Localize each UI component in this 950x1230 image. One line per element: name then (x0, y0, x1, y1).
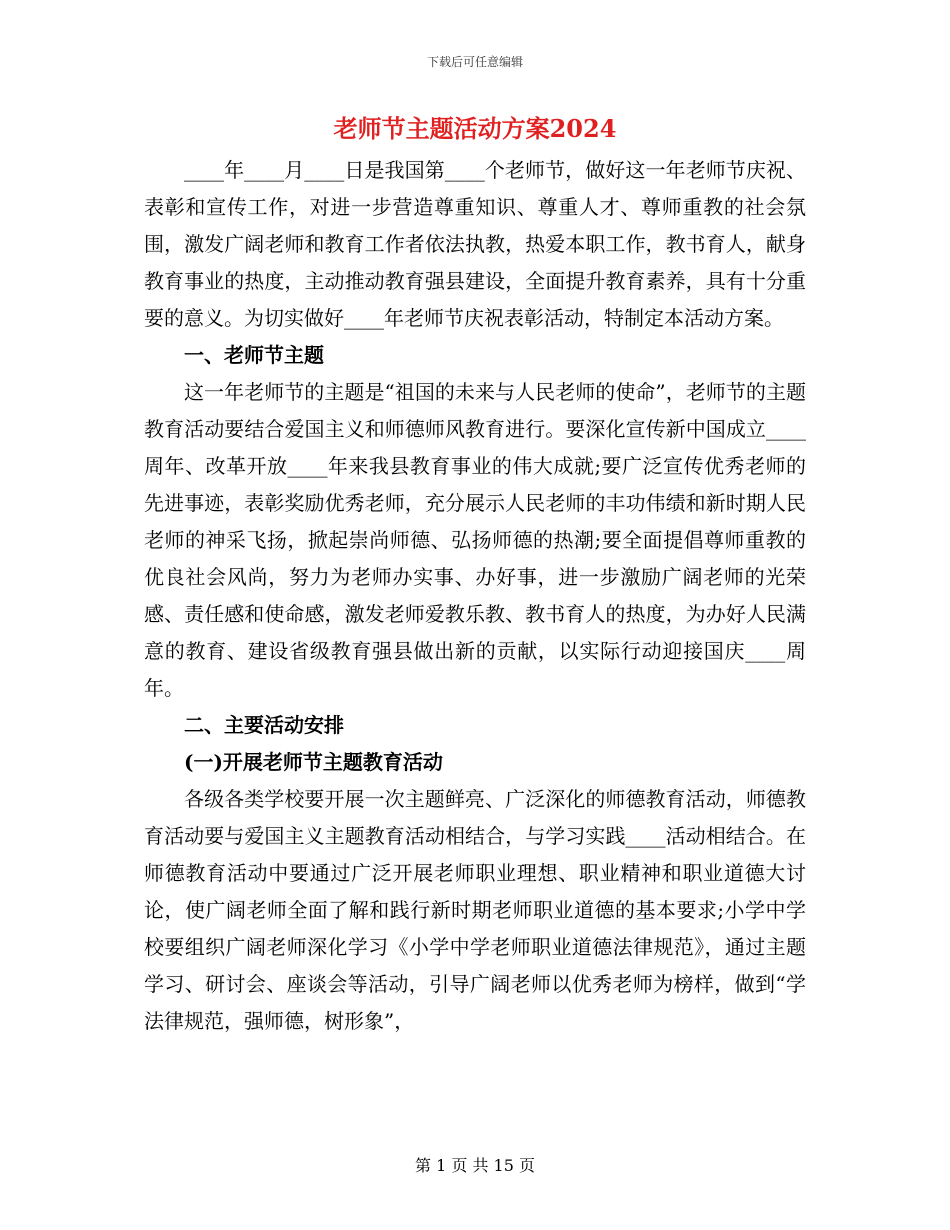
section-heading-theme: 一、老师节主题 (184, 343, 324, 367)
page-header: 下载后可任意编辑 (426, 55, 523, 69)
education-paragraph: 各级各类学校要开展一次主题鲜亮、广泛深化的师德教育活动，师德教育活动要与爱国主义主题教育活动相结合，与学习实践____活动相结合。在师德教育活动中要通过广泛开展老师职业理想、职业精神和职业道德大讨论，使广阔老师全面了解和践行新时期老师职业道德的基本要求;小学中学校要组织广阔老师深化学习《小学中学老师职业道德法律规范》，通过主题学习、研讨会、座谈会等活动，引导广阔老师以优秀老师为榜样，做到“学法律规范，强师德，树形象”， (144, 787, 806, 1033)
document-title: 老师节主题活动方案2024 (333, 114, 617, 143)
theme-paragraph: 这一年老师节的主题是“祖国的未来与人民老师的使命”，老师节的主题教育活动要结合爱国主义和师德师风教育进行。要深化宣传新中国成立____周年、改革开放____年来我县教育事业的伟大成就;要广泛宣传优秀老师的先进事迹，表彰奖励优秀老师，充分展示人民老师的丰功伟绩和新时期人民老师的神采飞扬，掀起崇尚师德、弘扬师德的热潮;要全面提倡尊师重教的优良社会风尚，努力为老师办实事、办好事，进一步激励广阔老师的光荣感、责任感和使命感，激发老师爱教乐教、教书育人的热度，为办好人民满意的教育、建设省级教育强县做出新的贡献，以实际行动迎接国庆____周年。 (144, 380, 806, 700)
subsection-heading-education: (一)开展老师节主题教育活动 (184, 750, 443, 774)
intro-paragraph: ____年____月____日是我国第____个老师节，做好这一年老师节庆祝、表彰和宣传工作，对进一步营造尊重知识、尊重人才、尊师重教的社会氛围，激发广阔老师和教育工作者依法执教，热爱本职工作，教书育人，献身教育事业的热度，主动推动教育强县建设，全面提升教育素养，具有十分重要的意义。为切实做好____年老师节庆祝表彰活动，特制定本活动方案。 (144, 158, 806, 330)
section-heading-activities: 二、主要活动安排 (184, 713, 344, 737)
page-number: 第 1 页 共 15 页 (415, 1156, 535, 1175)
document-body (144, 152, 806, 1040)
